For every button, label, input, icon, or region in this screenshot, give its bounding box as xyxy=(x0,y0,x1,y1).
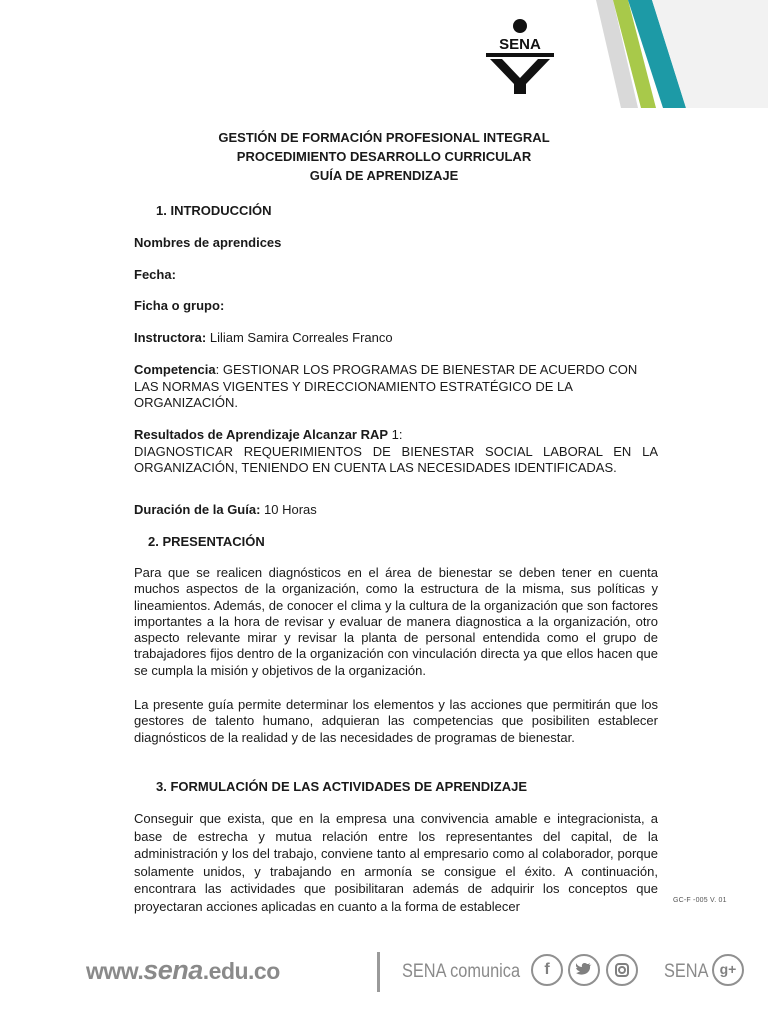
presentacion-paragraph-1: Para que se realicen diagnósticos en el área de bienestar se deben tener en cuenta muchos aspectos de la organización, como la estructura de la misma, sus políticas y lineamientos. Además, de conocer el clima y la cultura de la organización que son factores importantes a la hora de revisar y evaluar de manera diagnostica a la organización, otro aspecto relevante mirar y revisar la planta de personal entendida como el grupo de trabajadores fijos dentro de la organización con vinculación directa ya que ellos hacen que se cumpla la misión y objetivos de la organización. xyxy=(134,565,658,678)
title-line-2: PROCEDIMIENTO DESARROLLO CURRICULAR xyxy=(236,149,532,164)
form-code: GC-F -005 V. 01 xyxy=(673,897,727,904)
section-heading-introduccion: 1. INTRODUCCIÓN xyxy=(156,203,272,218)
footer-url[interactable]: www.sena.edu.co xyxy=(86,955,280,985)
twitter-icon[interactable] xyxy=(568,954,600,986)
sena-comunica-label: SENA comunica xyxy=(402,961,521,982)
footer-sena-label: SENA xyxy=(664,961,709,982)
decorative-stripes xyxy=(568,0,768,108)
instructora-line xyxy=(134,330,393,345)
instructora-value: Liliam Samira Correales Franco xyxy=(206,330,393,345)
competencia-label: Competencia xyxy=(134,362,216,377)
facebook-icon[interactable]: f xyxy=(531,954,563,986)
title-line-3: GUÍA DE APRENDIZAJE xyxy=(309,168,459,183)
presentacion-paragraph-2: La presente guía permite determinar los elementos y las acciones que permitirán que los gestores de talento humano, adquieran las competencias que posibiliten establecer diagnósticos de la realidad y de las necesidades de programas de bienestar. xyxy=(134,697,658,745)
sena-logo xyxy=(482,18,558,96)
resultados-block xyxy=(134,427,658,477)
instagram-icon[interactable] xyxy=(606,954,638,986)
instructora-label: Instructora: xyxy=(134,330,207,345)
competencia-block xyxy=(134,362,658,412)
section-heading-presentacion: 2. PRESENTACIÓN xyxy=(148,534,265,549)
resultados-num: 1: xyxy=(388,427,403,442)
resultados-label: Resultados de Aprendizaje Alcanzar RAP xyxy=(134,427,389,442)
duracion-label: Duración de la Guía: xyxy=(134,502,261,517)
footer-divider xyxy=(377,952,380,992)
title-line-1: GESTIÓN DE FORMACIÓN PROFESIONAL INTEGRAL xyxy=(218,130,550,145)
formulacion-paragraph-1: Conseguir que exista, que en la empresa una convivencia amable e integracionista, a base de estrecha y mutua relación entre los representantes del capital, de la administración y los del trabajo, conviene tanto al empresario como al colaborador, porque solamente unidos, y trabajando en armonía se consigue el éxito. A continuación, encontrara las actividades que posibilitaran además de adquirir los conceptos que proyectaran acciones aplicadas en cuanto a la forma de establecer xyxy=(134,811,658,914)
duracion-line xyxy=(134,502,317,517)
section-heading-formulacion: 3. FORMULACIÓN DE LAS ACTIVIDADES DE APRENDIZAJE xyxy=(156,779,528,794)
competencia-value: : GESTIONAR LOS PROGRAMAS DE BIENESTAR DE ACUERDO CON LAS NORMAS VIGENTES Y DIRECCIONAMIENTO ESTRATÉGICO DE LA ORGANIZACIÓN. xyxy=(134,362,638,410)
ficha-label: Ficha o grupo: xyxy=(134,298,225,313)
document-title xyxy=(0,128,768,185)
svg-text:SENA: SENA xyxy=(499,36,541,53)
fecha-label: Fecha: xyxy=(134,267,176,282)
nombres-label: Nombres de aprendices xyxy=(134,235,282,250)
google-plus-icon[interactable]: g+ xyxy=(712,954,744,986)
duracion-value: 10 Horas xyxy=(260,502,317,517)
resultados-value: DIAGNOSTICAR REQUERIMIENTOS DE BIENESTAR SOCIAL LABORAL EN LA ORGANIZACIÓN, TENIENDO EN CUENTA LAS NECESIDADES IDENTIFICADAS. xyxy=(134,443,658,475)
